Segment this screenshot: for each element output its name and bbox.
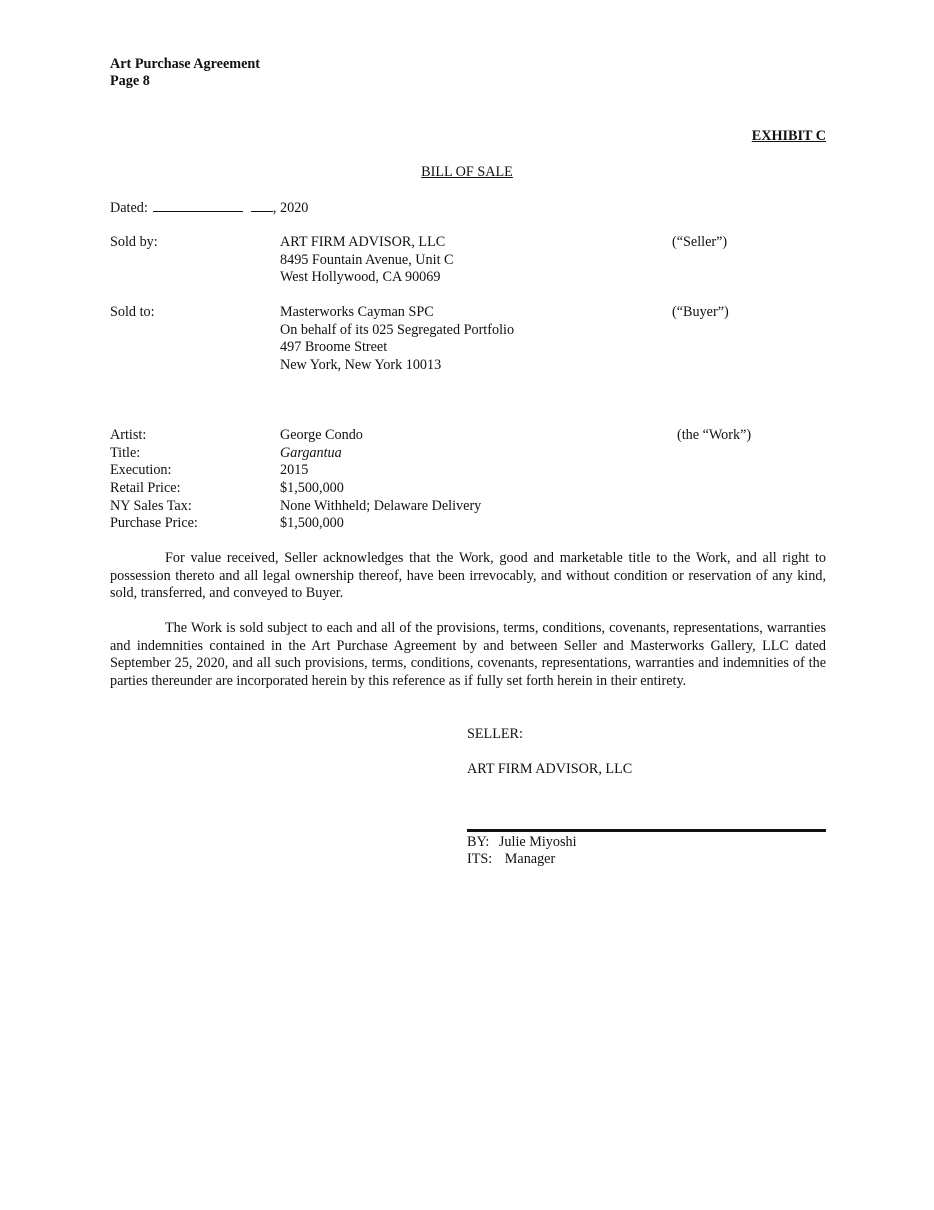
- dated-year: , 2020: [272, 200, 309, 216]
- buyer-portfolio-line: On behalf of its 025 Segregated Portfolio: [280, 322, 515, 338]
- signature-line: [467, 829, 826, 832]
- exhibit-label: EXHIBIT C: [751, 128, 826, 144]
- buyer-address-line: 497 Broome Street: [280, 339, 388, 355]
- work-value-execution: 2015: [280, 462, 309, 478]
- work-value-artist: George Condo: [280, 427, 363, 443]
- document-title: BILL OF SALE: [421, 164, 513, 180]
- work-role: (the “Work”): [677, 427, 752, 443]
- work-label-retail-price: Retail Price:: [110, 480, 181, 496]
- work-value-sales-tax: None Withheld; Delaware Delivery: [280, 498, 482, 514]
- work-label-purchase-price: Purchase Price:: [110, 515, 198, 531]
- work-value-purchase-price: $1,500,000: [280, 515, 344, 531]
- buyer-role: (“Buyer”): [672, 304, 729, 320]
- seller-role: (“Seller”): [672, 234, 728, 250]
- terms-paragraph: The Work is sold subject to each and all of the provisions, terms, conditions, covenants, representations, warranties and indemnities contained in the Art Purchase Agreement by and between Seller and Masterworks Gallery, LLC dated September 25, 2020, and all such provisions, terms, conditions, covenants, representations, warranties and indemnities of the parties thereunder are incorporated herein by this reference as if fully set forth herein in their entirety.: [110, 620, 826, 689]
- signature-by-row: [467, 834, 577, 851]
- work-value-title: Gargantua: [280, 445, 342, 461]
- work-label-title: Title:: [110, 445, 141, 461]
- seller-address-line: 8495 Fountain Avenue, Unit C: [280, 252, 454, 268]
- signatory-name: Julie Miyoshi: [498, 834, 577, 850]
- signature-company: ART FIRM ADVISOR, LLC: [467, 761, 633, 777]
- by-label: BY:: [467, 834, 490, 850]
- date-blank-month: [251, 199, 273, 212]
- its-label: ITS:: [467, 851, 493, 867]
- work-label-sales-tax: NY Sales Tax:: [110, 498, 192, 514]
- seller-name: ART FIRM ADVISOR, LLC: [280, 234, 446, 250]
- work-label-execution: Execution:: [110, 462, 172, 478]
- work-label-artist: Artist:: [110, 427, 147, 443]
- sold-to-label: Sold to:: [110, 304, 155, 320]
- date-blank-day: [153, 199, 243, 212]
- seller-city-line: West Hollywood, CA 90069: [280, 269, 441, 285]
- seller-heading: SELLER:: [467, 726, 523, 742]
- work-value-retail-price: $1,500,000: [280, 480, 344, 496]
- dated-line: [110, 199, 308, 217]
- buyer-city-line: New York, New York 10013: [280, 357, 442, 373]
- sold-by-label: Sold by:: [110, 234, 158, 250]
- conveyance-paragraph: For value received, Seller acknowledges that the Work, good and marketable title to the Work, and all right to possession thereto and all legal ownership thereof, have been irrevocably, and without condition or reservation of any kind, sold, transferred, and conveyed to Buyer.: [110, 550, 826, 602]
- header-page-number: Page 8: [110, 73, 150, 89]
- header-title: Art Purchase Agreement: [110, 56, 260, 72]
- dated-label: Dated:: [110, 200, 148, 216]
- signatory-title: Manager: [504, 851, 556, 867]
- buyer-name: Masterworks Cayman SPC: [280, 304, 434, 320]
- signature-its-row: [467, 851, 555, 868]
